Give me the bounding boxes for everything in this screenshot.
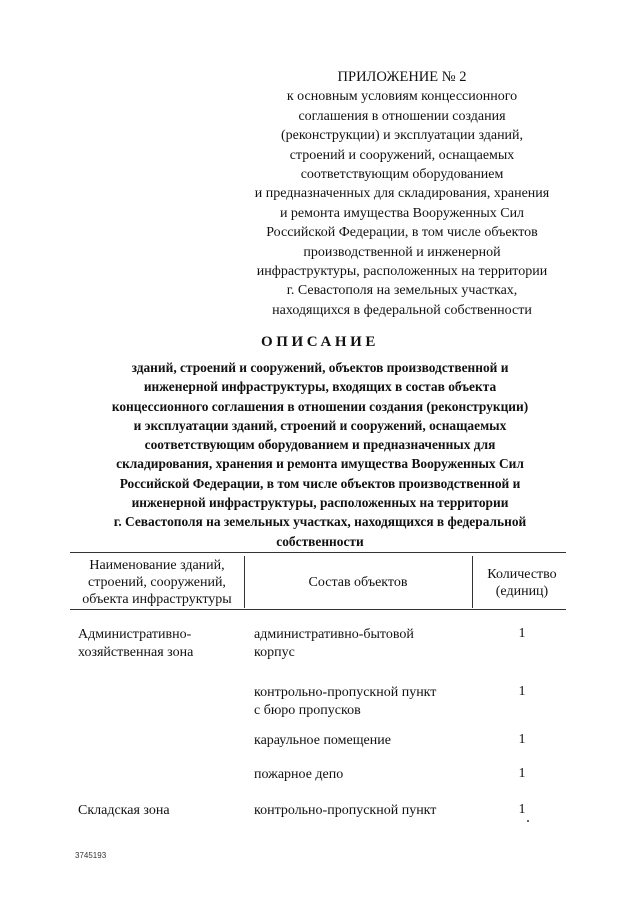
annex-line: (реконструкции) и эксплуатации зданий, bbox=[280, 128, 524, 144]
annex-line: находящихся в федеральной собственности bbox=[272, 302, 532, 318]
description-line: концессионного соглашения в отношении создания (реконструкции) bbox=[111, 398, 529, 414]
description-line: инженерной инфраструктуры, расположенных на территории bbox=[131, 495, 509, 511]
description-line: и эксплуатации зданий, строений и сооружений, оснащаемых bbox=[133, 417, 507, 433]
description-line: складирования, хранения и ремонта имущества Вооруженных Сил bbox=[116, 456, 524, 472]
description-block bbox=[70, 358, 570, 551]
annex-block bbox=[232, 68, 572, 320]
quantity-value: 1 bbox=[518, 802, 526, 817]
description-line: г. Севастополя на земельных участках, находящихся в федеральной bbox=[113, 514, 527, 530]
annex-line: инфраструктуры, расположенных на территории bbox=[256, 264, 548, 280]
annex-line: и предназначенных для складирования, хранения bbox=[254, 186, 550, 202]
quantity-value: 1 bbox=[518, 684, 526, 699]
table-row: контрольно-пропускной пункт bbox=[254, 803, 437, 818]
quantity-value: 1 bbox=[518, 732, 526, 747]
description-line: зданий, строений и сооружений, объектов производственной и bbox=[131, 360, 509, 375]
table-row: административно-бытовой корпус bbox=[254, 627, 414, 660]
annex-line: производственной и инженерной bbox=[303, 244, 501, 260]
quantity-value: 1 bbox=[518, 766, 526, 781]
annex-line: соглашения в отношении создания bbox=[298, 108, 506, 124]
annex-line: и ремонта имущества Вооруженных Сил bbox=[279, 205, 525, 221]
table-row: пожарное депо bbox=[254, 767, 344, 782]
document-number: 3745193 bbox=[75, 851, 107, 860]
annex-heading: ПРИЛОЖЕНИЕ № 2 bbox=[337, 69, 467, 85]
description-line: инженерной инфраструктуры, входящих в состав объекта bbox=[143, 379, 497, 395]
zone-admin: Административно- хозяйственная зона bbox=[78, 627, 194, 660]
description-line: Российской Федерации, в том числе объектов производственной и bbox=[119, 475, 521, 491]
annex-line: соответствующим оборудованием bbox=[300, 167, 504, 183]
header-quantity: Количество (единиц) bbox=[487, 567, 557, 599]
annex-line: строений и сооружений, оснащаемых bbox=[289, 147, 515, 163]
document-title: ОПИСАНИЕ bbox=[260, 334, 380, 350]
header-name: Наименование зданий, строений, сооружений, объекта инфраструктуры bbox=[82, 558, 232, 607]
annex-line: Российской Федерации, в том числе объектов bbox=[266, 225, 538, 241]
zone-warehouse: Складская зона bbox=[78, 803, 170, 818]
header-composition: Состав объектов bbox=[308, 575, 408, 590]
table-row: контрольно-пропускной пункт с бюро пропусков bbox=[254, 685, 437, 718]
quantity-value: 1 bbox=[518, 626, 526, 641]
table-row: караульное помещение bbox=[254, 733, 391, 748]
description-line: соответствующим оборудованием и предназначенных для bbox=[144, 437, 496, 453]
table-header-rule bbox=[70, 609, 566, 610]
description-line: собственности bbox=[276, 533, 364, 549]
scan-speck bbox=[527, 820, 529, 822]
annex-line: к основным условиям концессионного bbox=[286, 89, 518, 105]
table-top-rule bbox=[70, 552, 566, 553]
annex-line: г. Севастополя на земельных участках, bbox=[286, 283, 518, 299]
